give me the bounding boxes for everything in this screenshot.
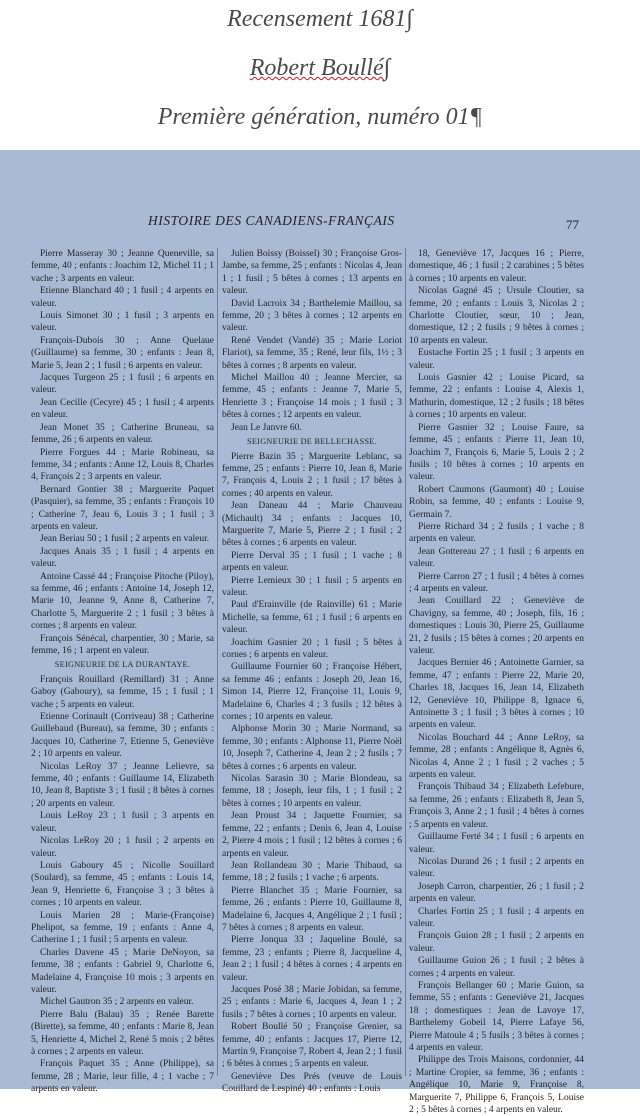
census-entry: Pierre Forgues 44 ; Marie Robineau, sa femme, 34 ; enfants : Anne 12, Louis 8, Charles 4, François 2 ; 3 arpents en valeur. — [31, 447, 214, 483]
census-entry: Jean Proust 34 ; Jaquette Fournier, sa femme, 22 ; enfants ; Denis 6, Jean 4, Louise 2, Pierre 4 mois ; 1 fusil ; 12 bêtes à cornes ; 6 arpents en valeur. — [222, 811, 402, 859]
census-entry: Charles Fortin 25 ; 1 fusil ; 4 arpents en valeur. — [409, 906, 584, 929]
census-entry: Bernard Gontier 38 ; Marguerite Paquet (Pasquier), sa femme, 35 ; enfants : François 10 ; Catherine 7, Jeau 6, Louis 3 ; 1 fusil ; 3 arpents en valeur. — [31, 484, 214, 532]
census-entry: Louis Gasnier 42 ; Louise Picard, sa femme, 22 ; enfants : Louise 4, Alexis 1, Mathurin, domestique, 12 ; 2 fusils ; 18 bêtes à cornes ; 10 arpents en valeur. — [409, 373, 584, 421]
census-entry: François Bellanger 60 ; Marie Guion, sa femme, 55 ; enfants : Geneviève 21, Jacques 18 ; domestiques : Jean de Lavoye 17, Barthelemy Gobeil 14, Pierre Lafaye 56, Pierre Matoule 4 ; 5 fusils ; 3 bêtes à cornes ; 4 arpents en valeur. — [409, 980, 584, 1053]
section-heading: SEIGNEURIE DE BELLECHASSE. — [247, 437, 377, 447]
census-entry: François Rouillard (Remillard) 31 ; Anne Gaboy (Gaboury), sa femme, 15 ; 1 fusil ; 1 vache ; 5 arpents en valeur. — [31, 674, 214, 710]
section-heading: SEIGNEURIE DE LA DURANTAYE. — [54, 660, 191, 670]
census-entry: Jean Monet 35 ; Catherine Bruneau, sa femme, 26 ; 6 arpents en valeur. — [31, 422, 214, 446]
census-entry: Pierre Lemieux 30 ; 1 fusil ; 5 arpents en valeur. — [222, 575, 402, 598]
census-entry: Guillaume Fournier 60 ; Françoise Hébert, sa femme 46 ; enfants : Joseph 20, Jean 16, Simon 14, Pierre 12, Françoise 11, Louis 9, Madelaine 6, Charles 4 ; 3 fusils ; 12 bêtes à cornes ; 10 arpents en valeur. — [222, 662, 402, 723]
census-entry: Jean Gottereau 27 ; 1 fusil ; 6 arpents en valeur. — [409, 546, 584, 570]
census-entry: Louis LeRoy 23 ; 1 fusil ; 3 arpents en valeur. — [31, 811, 214, 834]
census-entry: Nicolas Bouchard 44 ; Anne LeRoy, sa femme, 28 ; enfants : Angélique 8, Agnès 6, Nicolas 4, Anne 2 ; 1 fusil ; 2 vaches ; 5 arpents en valeur. — [409, 732, 584, 781]
census-entry: Philippe des Trois Maisons, cordonnier, 44 ; Martine Cropier, sa femme, 36 ; enfants : Angélique 10, Marie 9, Françoise 8, Marguerite 7, Philippe 6, François 5, Louise 2 ; 5 bêtes à cornes ; 4 arpents en valeur. — [409, 1055, 584, 1116]
census-entry: Michel Gautron 35 ; 2 arpents en valeur. — [40, 997, 194, 1008]
text-column-middle — [222, 248, 402, 1095]
census-entry: Pierre Gasnier 32 ; Louise Faure, sa femme, 45 ; enfants : Pierre 11, Jean 10, Joachim 7, François 6, Marie 5, Louis 2 ; 2 fusils ; 10 bêtes à cornes ; 10 arpents en valeur. — [409, 422, 584, 483]
census-entry: Pierre Bazin 35 ; Marguerite Leblanc, sa femme, 25 ; enfants : Pierre 10, Jean 8, Marie 7, François 4, Louis 2 ; 1 fusil ; 17 bêtes à cornes ; 40 arpents en valeur. — [222, 451, 402, 499]
census-entry: Robert Caumons (Gaumont) 40 ; Louise Robin, sa femme, 40 ; enfants : Louise 9, Germain 7. — [409, 484, 584, 520]
census-entry: Louis Simonet 30 ; 1 fusil ; 3 arpents en valeur. — [31, 311, 214, 334]
census-entry: Nicolas LeRoy 20 ; 1 fusil ; 2 arpents en valeur. — [31, 836, 214, 859]
census-entry: 18, Geneviève 17, Jacques 16 ; Pierre, domestique, 46 ; 1 fusil ; 2 carabines ; 5 bêtes à cornes ; 10 arpents en valeur. — [409, 249, 584, 284]
census-entry: Jacques Bernier 46 ; Antoinette Garnier, sa femme, 47 ; enfants : Pierre 22, Marie 20, Charles 18, Jacques 16, Jean 14, Elizabeth 12, Geneviève 10, Philippe 8, Ignace 6, Antoinette 3 ; 1 fusil ; 3 bêtes à cornes ; 10 arpents en valeur. — [409, 658, 584, 731]
census-entry: Antoine Cassé 44 ; Françoise Pitoche (Piloy), sa femme, 46 ; enfants : Antoine 14, Joseph 12, Marie 10, Jeanne 9, Anne 8, Catherine 7, Charlotte 5, Marguerite 2 ; 1 fusil ; 3 bêtes à cornes ; 8 arpents en valeur. — [31, 571, 214, 632]
title-banner — [0, 0, 640, 150]
census-entry: Pierre Masseray 30 ; Jeanne Queneville, sa femme, 40 ; enfants : Joachim 12, Michel 11 ; 1 vache ; 3 arpents en valeur. — [31, 249, 214, 284]
census-entry: Pierre Blanchet 35 ; Marie Fournier, sa femme, 26 ; enfants : Pierre 10, Guillaume 8, Madelaine 6, Jacques 4, Angélique 2 ; 1 fusil ; 7 bêtes à cornes ; 8 arpents en valeur. — [222, 885, 402, 933]
census-entry: Jean Cecille (Cecyre) 45 ; 1 fusil ; 4 arpents en valeur. — [31, 397, 214, 421]
census-entry: René Vendet (Vandé) 35 ; Marie Loriot Flariot), sa femme, 35 ; René, leur fils, 1½ ; 3 bêtes à cornes ; 8 arpents en valeur. — [222, 335, 402, 371]
running-title: HISTOIRE DES CANADIENS-FRANÇAIS — [148, 213, 395, 228]
census-entry: François-Dubois 30 ; Anne Quelaue (Guillaume) sa femme, 30 ; enfants : Jean 8, Marie 5, Jean 2 ; 1 fusil ; 6 arpents en valeur. — [31, 335, 214, 371]
census-entry: Louis Gaboury 45 ; Nicolle Souillard (Soulard), sa femme, 45 ; enfants : Louis 14, Jean 9, Henriette 6, Françoise 3 ; 3 bêtes à cornes ; 10 arpents en valeur. — [31, 860, 214, 909]
census-entry: Nicolas LeRoy 37 ; Jeanne Lelievre, sa femme, 40 ; enfants : Guillaume 14, Elizabeth 10, Jean 8, Baptiste 3 ; 1 fusil ; 8 bêtes à cornes ; 20 arpents en valeur. — [31, 761, 214, 809]
census-entry: Joachim Gasnier 20 ; 1 fusil ; 5 bêtes à cornes ; 6 arpents en valeur. — [222, 637, 402, 660]
census-entry: Nicolas Sarasin 30 ; Marie Blondeau, sa femme, 18 ; Joseph, leur fils, 1 ; 1 fusil ; 2 bêtes à cornes ; 10 arpents en valeur. — [222, 774, 402, 809]
census-entry: François Guion 28 ; 1 fusil ; 2 arpents en valeur. — [409, 931, 584, 954]
census-entry: David Lacroix 34 ; Barthelemie Maillou, sa femme, 20 ; 3 bêtes à cornes ; 12 arpents en valeur. — [222, 298, 402, 334]
census-entry: Guillaume Guion 26 ; 1 fusil ; 2 bêtes à cornes ; 4 arpents en valeur. — [409, 956, 584, 979]
census-entry: Pierre Jonqua 33 ; Jaqueline Boulé, sa femme, 23 ; enfants ; Pierre 8, Jacqueline 4, Jean 2 ; 1 fusil ; 4 bêtes à cornes ; 4 arpents en valeur. — [222, 935, 402, 983]
census-entry: Eustache Fortin 25 ; 1 fusil ; 3 arpents en valeur. — [409, 348, 584, 371]
column-divider — [217, 248, 218, 1076]
census-entry: Jacques Turgeon 25 ; 1 fusil ; 6 arpents en valeur. — [31, 373, 214, 396]
page-number: 77 — [566, 217, 579, 232]
census-entry: Louis Marien 28 ; Marie-(Françoise) Phelipot, sa femme, 19 ; enfants : Anne 4, Catherine 1 ; 1 fusil ; 5 arpents en valeur. — [31, 910, 214, 946]
census-entry: Nicolas Gagné 45 ; Ursule Cloutier, sa femme, 20 ; enfants : Louis 3, Nicolas 2 ; Charlotte Cloutier, sœur, 10 ; Jean, domestique, 12 ; 2 fusils ; 9 bêtes à cornes ; 10 arpents en valeur. — [409, 286, 584, 346]
census-entry: Jean Le Janvre 60. — [231, 422, 302, 433]
census-title: Recensement 1681∫ — [227, 6, 413, 32]
census-entry: Joseph Carron, charpentier, 26 ; 1 fusil ; 2 arpents en valeur. — [409, 881, 584, 905]
census-entry: Julien Boissy (Boissel) 30 ; Françoise Gros-Jambe, sa femme, 25 ; enfants : Nicolas 4, Jean 1 ; 1 fusil ; 5 bêtes à cornes ; 13 arpents en valeur. — [222, 249, 402, 297]
census-entry: Pierre Carron 27 ; 1 fusil ; 4 bêtes à cornes ; 4 arpents en valeur. — [409, 571, 584, 594]
column-divider — [405, 248, 406, 1076]
census-entry: Pierre Richard 34 ; 2 fusils ; 1 vache ; 8 arpents en valeur. — [409, 521, 584, 545]
census-entry: Jean Daneau 44 ; Marie Chauveau (Michault) 34 ; enfants : Jacques 10, Marguerite 7, Marie 5, Pierre 2 ; 1 fusil ; 2 bêtes à cornes ; 6 arpents en valeur. — [222, 501, 402, 549]
census-entry: Guillaume Ferté 34 ; 1 fusil ; 6 arpents en valeur. — [409, 832, 584, 855]
census-entry: Charles Davene 45 ; Marie DeNoyon, sa femme, 38 ; enfants : Gabriel 9, Charlotte 6, Madelaine 4, Françoise 10 mois ; 3 arpents en valeur. — [31, 947, 214, 995]
person-name-text: Robert Boullé — [249, 55, 384, 81]
census-entry: Jean Beriau 50 ; 1 fusil ; 2 arpents en valeur. — [40, 534, 210, 545]
census-entry: François Paquet 35 ; Anne (Philippe), sa femme, 28 ; Marie, leur fille, 4 ; 1 vache ; 7 arpents en valeur. — [31, 1059, 214, 1095]
generation-subtitle: Première génération, numéro 01¶ — [157, 104, 483, 130]
census-entry: François Thibaud 34 ; Elizabeth Lefebure, sa femme, 26 ; enfants : Elizabeth 8, Jean 5, François 3, Anne 2 ; 1 fusil ; 4 bêtes à cornes ; 5 arpents en valeur. — [409, 782, 584, 830]
census-entry: Paul d'Erainville (de Rainville) 61 ; Marie Michelle, sa femme, 61 ; 1 fusil ; 6 arpents en valeur. — [222, 600, 402, 636]
census-entry: François Sénécal, charpentier, 30 ; Marie, sa femme, 16 ; 1 arpent en valeur. — [31, 633, 214, 656]
text-column-right — [409, 248, 584, 1116]
census-entry: Robert Boullé 50 ; Françoise Grenier, sa femme, 40 ; enfants : Jacques 17, Pierre 12, Martin 9, Françoise 7, Robert 4, Jean 2 ; 1 fusil ; 6 bêtes à cornes ; 5 arpents en valeur. — [222, 1022, 402, 1070]
census-entry: Etienne Blanchard 40 ; 1 fusil ; 4 arpents en valeur. — [31, 286, 214, 309]
census-entry: Jean Rollandeau 30 ; Marie Thibaud, sa femme, 18 ; 2 fusils ; 1 vache ; 6 arpents. — [222, 860, 402, 884]
census-entry: Geneviève Des Prés (veuve de Louis Couillard de Lespiné) 40 ; enfants : Louis — [222, 1071, 402, 1095]
census-entry: Etienne Corinault (Corriveau) 38 ; Catherine Guillebaud (Bureau), sa femme, 30 ; enfants : Jacques 10, Catherine 7, Etienne 5, Geneviève 2 ; 10 arpents en valeur. — [31, 712, 214, 760]
text-column-left — [31, 248, 214, 1095]
census-entry: Nicolas Durand 26 ; 1 fusil ; 2 arpents en valeur. — [409, 856, 584, 880]
census-entry: Jacques Posé 38 ; Marie Jobidan, sa femme, 25 ; enfants : Marie 6, Jacques 4, Jean 1 ; 2 fusils ; 7 bêtes à cornes ; 10 arpents en valeur. — [222, 984, 402, 1020]
census-entry: Jacques Anais 35 ; 1 fusil ; 4 arpents en valeur. — [31, 546, 214, 570]
census-entry: Pierre Derval 35 ; 1 fusil ; 1 vache ; 8 arpents en valeur. — [222, 550, 402, 574]
person-name — [0, 55, 640, 82]
census-entry: Michel Maillou 40 ; Jeanne Mercier, sa femme, 45 ; enfants : Jeanne 7, Marie 5, Henriette 3 ; Françoise 14 mois ; 1 fusil ; 3 bêtes à cornes ; 12 arpents en valeur. — [222, 373, 402, 421]
person-name-mark: ∫ — [383, 55, 391, 81]
census-entry: Pierre Balu (Balau) 35 ; Renée Barette (Birette), sa femme, 40 ; enfants : Marie 8, Jean 5, Henriette 4, Michel 2, René 5 mois ; 2 bêtes à cornes ; 2 arpents en valeur. — [31, 1009, 214, 1057]
census-entry: Jean Couillard 22 ; Geneviève de Chavigny, sa femme, 40 ; Joseph, fils, 16 ; domestiques : Louis 30, Pierre 25, Guillaume 21, 2 fusils ; 15 bêtes à cornes ; 20 arpents en valeur. — [409, 596, 584, 656]
census-entry: Alphonse Morin 30 ; Marie Normand, sa femme, 30 ; enfants : Alphonse 11, Pierre Noël 10, Joseph 7, Catherine 4, Jean 2 ; 2 fusils ; 7 bêtes à cornes ; 6 arpents en valeur. — [222, 724, 402, 772]
